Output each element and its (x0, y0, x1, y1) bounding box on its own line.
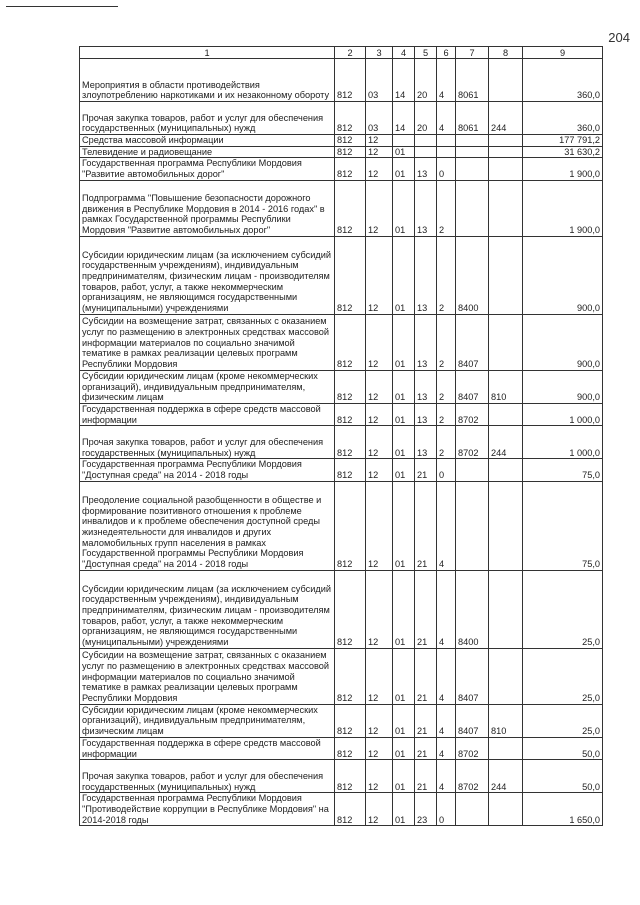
subsection-cell: 01 (393, 370, 415, 403)
amount-cell: 1 000,0 (523, 403, 603, 425)
expense-type-cell (489, 403, 523, 425)
article-cell: 8061 (456, 59, 489, 102)
expense-type-cell (489, 648, 523, 704)
admin-code-cell: 812 (335, 370, 366, 403)
amount-cell: 900,0 (523, 370, 603, 403)
table-row (80, 370, 603, 403)
subprogram-cell: 2 (437, 370, 456, 403)
subsection-cell: 01 (393, 481, 415, 570)
article-cell: 8702 (456, 403, 489, 425)
description-cell: Государственная поддержка в сфере средств массовой информации (80, 403, 335, 425)
article-cell (456, 158, 489, 180)
amount-cell: 1 900,0 (523, 180, 603, 236)
admin-code-cell: 812 (335, 426, 366, 459)
article-cell: 8400 (456, 570, 489, 648)
top-rule (6, 6, 118, 7)
subsection-cell: 01 (393, 570, 415, 648)
table-row (80, 737, 603, 759)
expense-type-cell (489, 481, 523, 570)
table-row (80, 704, 603, 737)
subsection-cell: 01 (393, 648, 415, 704)
description-cell: Субсидии на возмещение затрат, связанных с оказанием услуг по размещению в электронных средствах массовой информации материалов по социально значимой тематике в рамках реализации целевых программ Республики Мордовия (80, 314, 335, 370)
program-cell (415, 146, 437, 158)
program-cell: 20 (415, 102, 437, 135)
amount-cell: 1 000,0 (523, 426, 603, 459)
section-cell: 12 (366, 370, 393, 403)
section-cell: 12 (366, 236, 393, 314)
program-cell: 21 (415, 481, 437, 570)
description-cell: Преодоление социальной разобщенности в обществе и формирование позитивного отношения к проблеме инвалидов и к проблеме обеспечения доступной среды жизнедеятельности для инвалидов и других маломобильных групп населения в рамках Государственной программы Республики Мордовия "Доступная среда" на 2014 - 2018 годы (80, 481, 335, 570)
article-cell (456, 459, 489, 481)
description-cell: Субсидии юридическим лицам (кроме некоммерческих организаций), индивидуальным предпринимателям, физическим лицам (80, 704, 335, 737)
section-cell: 12 (366, 314, 393, 370)
program-cell: 13 (415, 370, 437, 403)
section-cell: 03 (366, 59, 393, 102)
section-cell: 12 (366, 760, 393, 793)
expense-type-cell: 244 (489, 426, 523, 459)
amount-cell: 1 900,0 (523, 158, 603, 180)
table-row (80, 146, 603, 158)
budget-table (79, 46, 603, 826)
article-cell: 8702 (456, 426, 489, 459)
section-cell: 12 (366, 459, 393, 481)
program-cell: 13 (415, 314, 437, 370)
amount-cell: 900,0 (523, 236, 603, 314)
subprogram-cell: 2 (437, 314, 456, 370)
program-cell: 21 (415, 760, 437, 793)
table-row (80, 59, 603, 102)
subprogram-cell: 0 (437, 158, 456, 180)
expense-type-cell: 810 (489, 370, 523, 403)
section-cell: 12 (366, 481, 393, 570)
subprogram-cell: 0 (437, 793, 456, 826)
admin-code-cell: 812 (335, 314, 366, 370)
header-cell: 2 (335, 47, 366, 59)
amount-cell: 900,0 (523, 314, 603, 370)
description-cell: Государственная программа Республики Мордовия "Противодействие коррупции в Республике Мордовия" на 2014-2018 годы (80, 793, 335, 826)
program-cell: 20 (415, 59, 437, 102)
amount-cell: 50,0 (523, 760, 603, 793)
article-cell (456, 146, 489, 158)
expense-type-cell (489, 737, 523, 759)
program-cell (415, 135, 437, 147)
header-cell: 8 (489, 47, 523, 59)
header-cell: 9 (523, 47, 603, 59)
expense-type-cell (489, 236, 523, 314)
admin-code-cell: 812 (335, 793, 366, 826)
admin-code-cell: 812 (335, 570, 366, 648)
subsection-cell: 01 (393, 158, 415, 180)
header-cell: 3 (366, 47, 393, 59)
table-row (80, 236, 603, 314)
description-cell: Государственная программа Республики Мордовия "Доступная среда" на 2014 - 2018 годы (80, 459, 335, 481)
admin-code-cell: 812 (335, 459, 366, 481)
description-cell: Субсидии на возмещение затрат, связанных с оказанием услуг по размещению в электронных средствах массовой информации материалов по социально значимой тематике в рамках реализации целевых программ Республики Мордовия (80, 648, 335, 704)
section-cell: 03 (366, 102, 393, 135)
table-row (80, 158, 603, 180)
section-cell: 12 (366, 146, 393, 158)
subsection-cell (393, 135, 415, 147)
description-cell: Прочая закупка товаров, работ и услуг для обеспечения государственных (муниципальных) нужд (80, 760, 335, 793)
expense-type-cell: 810 (489, 704, 523, 737)
subprogram-cell: 0 (437, 459, 456, 481)
article-cell: 8407 (456, 648, 489, 704)
description-cell: Субсидии юридическим лицам (кроме некоммерческих организаций), индивидуальным предпринимателям, физическим лицам (80, 370, 335, 403)
amount-cell: 360,0 (523, 59, 603, 102)
subsection-cell: 01 (393, 737, 415, 759)
description-cell: Прочая закупка товаров, работ и услуг для обеспечения государственных (муниципальных) нужд (80, 426, 335, 459)
description-cell: Государственная поддержка в сфере средств массовой информации (80, 737, 335, 759)
subsection-cell: 01 (393, 180, 415, 236)
subprogram-cell: 4 (437, 648, 456, 704)
subprogram-cell: 4 (437, 570, 456, 648)
admin-code-cell: 812 (335, 59, 366, 102)
admin-code-cell: 812 (335, 102, 366, 135)
expense-type-cell (489, 180, 523, 236)
program-cell: 13 (415, 236, 437, 314)
article-cell: 8400 (456, 236, 489, 314)
program-cell: 21 (415, 737, 437, 759)
subprogram-cell: 4 (437, 704, 456, 737)
program-cell: 13 (415, 403, 437, 425)
admin-code-cell: 812 (335, 236, 366, 314)
article-cell: 8407 (456, 314, 489, 370)
admin-code-cell: 812 (335, 158, 366, 180)
subprogram-cell: 4 (437, 59, 456, 102)
subprogram-cell: 2 (437, 236, 456, 314)
subsection-cell: 14 (393, 102, 415, 135)
description-cell: Мероприятия в области противодействия злоупотреблению наркотиками и их незаконному обороту (80, 59, 335, 102)
subprogram-cell (437, 135, 456, 147)
table-row (80, 180, 603, 236)
table-row (80, 648, 603, 704)
subprogram-cell: 4 (437, 102, 456, 135)
subprogram-cell: 4 (437, 760, 456, 793)
amount-cell: 75,0 (523, 459, 603, 481)
subsection-cell: 01 (393, 146, 415, 158)
table-row (80, 102, 603, 135)
amount-cell: 25,0 (523, 704, 603, 737)
subsection-cell: 14 (393, 59, 415, 102)
program-cell: 21 (415, 459, 437, 481)
subprogram-cell: 4 (437, 737, 456, 759)
subsection-cell: 01 (393, 459, 415, 481)
program-cell: 21 (415, 648, 437, 704)
subprogram-cell: 2 (437, 426, 456, 459)
section-cell: 12 (366, 648, 393, 704)
header-cell: 7 (456, 47, 489, 59)
admin-code-cell: 812 (335, 704, 366, 737)
article-cell (456, 793, 489, 826)
expense-type-cell: 244 (489, 760, 523, 793)
expense-type-cell (489, 146, 523, 158)
subsection-cell: 01 (393, 403, 415, 425)
section-cell: 12 (366, 793, 393, 826)
page-number: 204 (608, 30, 630, 45)
expense-type-cell (489, 135, 523, 147)
table-row (80, 760, 603, 793)
table-header-row (80, 47, 603, 59)
expense-type-cell (489, 793, 523, 826)
subprogram-cell: 2 (437, 180, 456, 236)
amount-cell: 360,0 (523, 102, 603, 135)
table-row (80, 426, 603, 459)
admin-code-cell: 812 (335, 760, 366, 793)
program-cell: 23 (415, 793, 437, 826)
subsection-cell: 01 (393, 793, 415, 826)
expense-type-cell (489, 59, 523, 102)
section-cell: 12 (366, 403, 393, 425)
program-cell: 13 (415, 180, 437, 236)
table-row (80, 403, 603, 425)
amount-cell: 1 650,0 (523, 793, 603, 826)
description-cell: Государственная программа Республики Мордовия "Развитие автомобильных дорог" (80, 158, 335, 180)
description-cell: Средства массовой информации (80, 135, 335, 147)
expense-type-cell (489, 570, 523, 648)
amount-cell: 31 630,2 (523, 146, 603, 158)
admin-code-cell: 812 (335, 180, 366, 236)
expense-type-cell (489, 314, 523, 370)
amount-cell: 50,0 (523, 737, 603, 759)
admin-code-cell: 812 (335, 648, 366, 704)
article-cell (456, 135, 489, 147)
subsection-cell: 01 (393, 760, 415, 793)
admin-code-cell: 812 (335, 146, 366, 158)
header-cell: 5 (415, 47, 437, 59)
article-cell (456, 481, 489, 570)
header-cell: 1 (80, 47, 335, 59)
subprogram-cell: 4 (437, 481, 456, 570)
subsection-cell: 01 (393, 426, 415, 459)
program-cell: 21 (415, 570, 437, 648)
program-cell: 13 (415, 426, 437, 459)
table-row (80, 314, 603, 370)
description-cell: Подпрограмма "Повышение безопасности дорожного движения в Республике Мордовия в 2014 - 2016 годах" в рамках Государственной программы Республики Мордовия "Развитие автомобильных дорог" (80, 180, 335, 236)
amount-cell: 25,0 (523, 570, 603, 648)
section-cell: 12 (366, 426, 393, 459)
description-cell: Телевидение и радиовещание (80, 146, 335, 158)
section-cell: 12 (366, 158, 393, 180)
subsection-cell: 01 (393, 314, 415, 370)
section-cell: 12 (366, 180, 393, 236)
article-cell: 8407 (456, 704, 489, 737)
table-row (80, 793, 603, 826)
table-row (80, 481, 603, 570)
article-cell: 8407 (456, 370, 489, 403)
program-cell: 21 (415, 704, 437, 737)
description-cell: Субсидии юридическим лицам (за исключением субсидий государственным учреждениям), индивидуальным предпринимателям, физическим лицам - производителям товаров, работ, услуг, а также некоммерческим организациям, не являющимся государственными (муниципальными) учреждениями (80, 236, 335, 314)
subsection-cell: 01 (393, 704, 415, 737)
header-cell: 4 (393, 47, 415, 59)
subprogram-cell (437, 146, 456, 158)
expense-type-cell (489, 158, 523, 180)
program-cell: 13 (415, 158, 437, 180)
subsection-cell: 01 (393, 236, 415, 314)
article-cell: 8061 (456, 102, 489, 135)
section-cell: 12 (366, 570, 393, 648)
subprogram-cell: 2 (437, 403, 456, 425)
table-row (80, 570, 603, 648)
admin-code-cell: 812 (335, 403, 366, 425)
table-row (80, 135, 603, 147)
description-cell: Прочая закупка товаров, работ и услуг для обеспечения государственных (муниципальных) нужд (80, 102, 335, 135)
section-cell: 12 (366, 737, 393, 759)
article-cell: 8702 (456, 760, 489, 793)
amount-cell: 25,0 (523, 648, 603, 704)
amount-cell: 75,0 (523, 481, 603, 570)
description-cell: Субсидии юридическим лицам (за исключением субсидий государственным учреждениям), индивидуальным предпринимателям, физическим лицам - производителям товаров, работ, услуг, а также некоммерческим организациям, не являющимся государственными (муниципальными) учреждениями (80, 570, 335, 648)
amount-cell: 177 791,2 (523, 135, 603, 147)
table-row (80, 459, 603, 481)
expense-type-cell (489, 459, 523, 481)
admin-code-cell: 812 (335, 135, 366, 147)
admin-code-cell: 812 (335, 737, 366, 759)
section-cell: 12 (366, 135, 393, 147)
article-cell (456, 180, 489, 236)
section-cell: 12 (366, 704, 393, 737)
article-cell: 8702 (456, 737, 489, 759)
admin-code-cell: 812 (335, 481, 366, 570)
expense-type-cell: 244 (489, 102, 523, 135)
header-cell: 6 (437, 47, 456, 59)
